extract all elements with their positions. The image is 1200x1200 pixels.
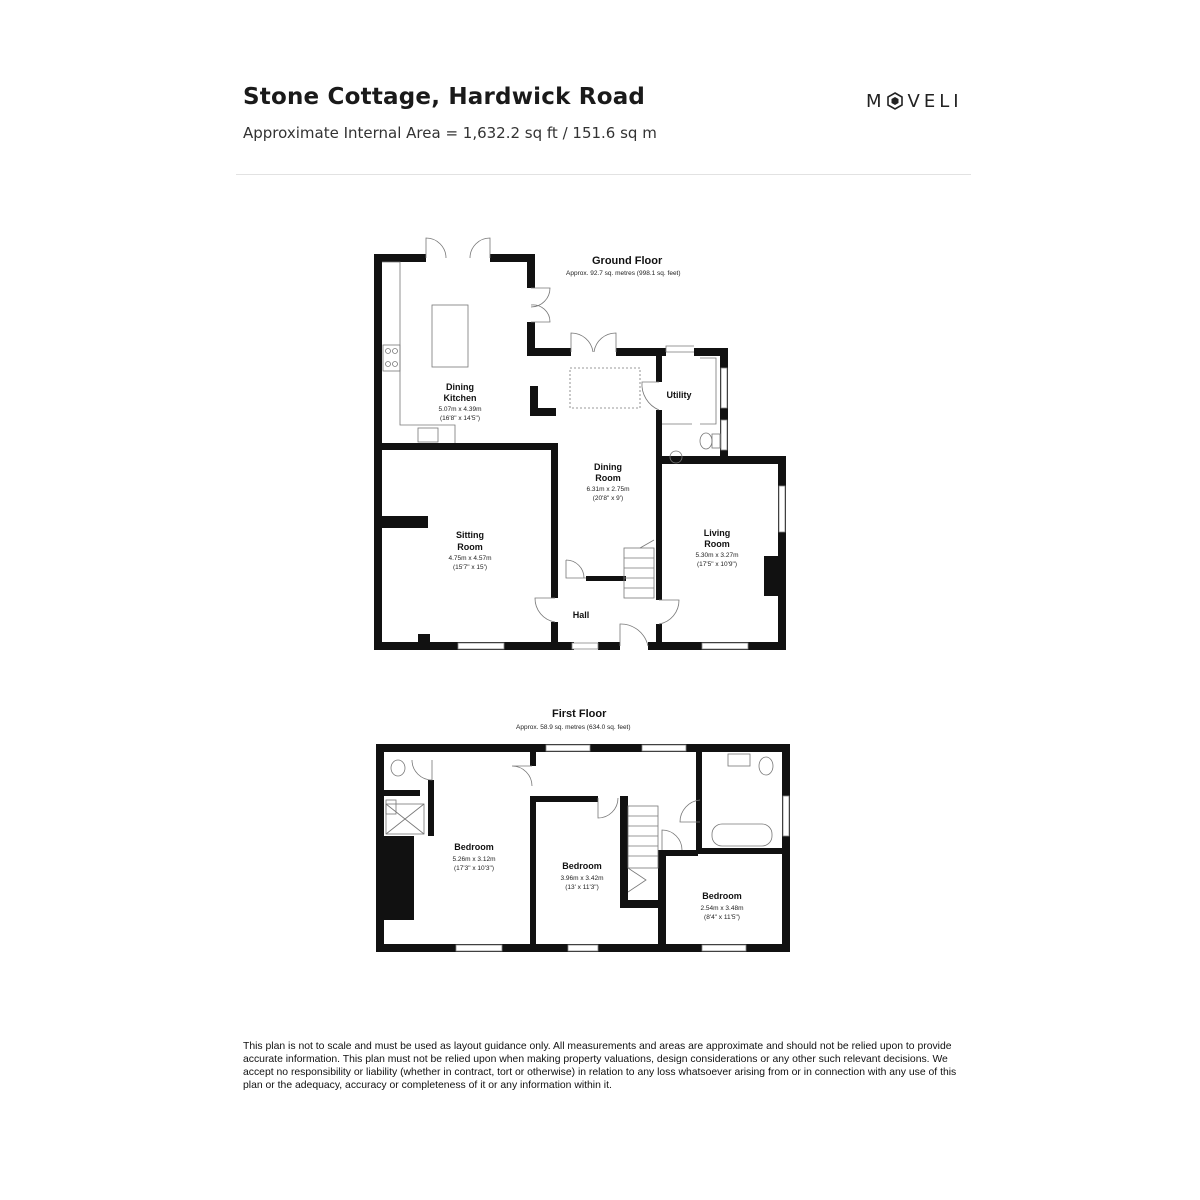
gf-door-sitting xyxy=(535,598,555,622)
first-floor-plan xyxy=(376,708,790,952)
ff-bathroom-fittings xyxy=(712,754,773,846)
svg-text:5.07m x 4.39m: 5.07m x 4.39m xyxy=(438,406,482,413)
kitchen-island xyxy=(432,305,468,367)
ff-wall-ensuite-right xyxy=(428,780,434,836)
room-label-bedroom-3 xyxy=(701,891,744,921)
gf-pillar-sitting xyxy=(418,634,430,644)
gf-wall-living-left-lower xyxy=(656,624,662,646)
ff-wall-bed3-left xyxy=(658,850,666,948)
svg-text:Bedroom: Bedroom xyxy=(702,891,742,901)
svg-text:5.30m x 3.27m: 5.30m x 3.27m xyxy=(695,552,739,559)
gf-french-door-kitchen-side xyxy=(531,288,550,322)
ff-ensuite-fittings xyxy=(386,760,424,834)
gf-door-living xyxy=(659,600,679,624)
gf-wall-dining-top-left xyxy=(527,348,571,356)
ground-floor-plan xyxy=(374,238,786,650)
ff-window-bedroom-2 xyxy=(568,945,598,951)
gf-front-door xyxy=(620,624,648,646)
ground-floor-title: Ground Floor xyxy=(592,255,663,267)
gf-kitchen-fittings xyxy=(382,262,640,443)
gf-door-understairs xyxy=(566,560,586,578)
ff-window-bedroom-1 xyxy=(456,945,502,951)
gf-fireplace-sitting xyxy=(382,516,428,528)
room-label-hall: Hall xyxy=(572,610,590,620)
gf-door-utility-back xyxy=(666,346,694,352)
gf-wall-utility-left-upper xyxy=(656,352,662,382)
bathroom-basin xyxy=(728,754,750,766)
ff-door-bedroom-3 xyxy=(662,830,682,850)
ff-wall-stair-bottom xyxy=(620,900,660,908)
gf-staircase xyxy=(624,540,654,598)
disclaimer-text: This plan is not to scale and must be used as layout guidance only. All measurements and areas are approximate and should not be relied upon to provide accurate information. This plan must not be relied upon when making property valuations, design considerations or any other such relevant decisions. We accept no responsibility or liability (whether in contract, tort or otherwise) in relation to any loss whatsoever arising from or in connection with any use of this plan or the adequacy, accuracy or completeness of it or any information within it. xyxy=(243,1041,957,1091)
internal-area-subtitle: Approximate Internal Area = 1,632.2 sq ft / 151.6 sq m xyxy=(243,124,657,142)
ff-door-ensuite xyxy=(412,760,432,780)
gf-wall-kitchen-right-upper xyxy=(527,254,535,288)
svg-text:(8'4" x 11'5"): (8'4" x 11'5") xyxy=(704,914,740,921)
gf-wall-top-right xyxy=(490,254,530,262)
svg-text:(13' x 11'3"): (13' x 11'3") xyxy=(565,884,599,891)
first-floor-title: First Floor xyxy=(552,708,607,720)
ff-window-bedroom-3 xyxy=(702,945,746,951)
ff-wall-bathroom-left-lower xyxy=(696,822,702,852)
first-floor-area: Approx. 58.9 sq. metres (634.0 sq. feet) xyxy=(516,724,631,731)
svg-text:Bedroom: Bedroom xyxy=(454,842,494,852)
room-label-living-room xyxy=(696,528,739,568)
svg-text:(17'3" x 10'3"): (17'3" x 10'3") xyxy=(454,865,494,872)
gf-wall-living-left xyxy=(656,410,662,600)
room-label-dining-kitchen xyxy=(439,382,482,422)
svg-text:5.26m x 3.12m: 5.26m x 3.12m xyxy=(452,856,496,863)
gf-window-living xyxy=(702,643,748,649)
svg-text:Living: Living xyxy=(703,528,731,538)
ground-floor-area: Approx. 92.7 sq. metres (998.1 sq. feet) xyxy=(566,270,681,277)
gf-wall-sitting-right xyxy=(551,443,558,598)
ff-wardrobe-block xyxy=(384,836,414,920)
ff-wall-bathroom-left xyxy=(696,752,702,822)
gf-utility-fittings xyxy=(662,358,720,463)
gf-wall-stair-top xyxy=(586,576,626,581)
gf-window-hall xyxy=(572,643,598,649)
svg-text:Kitchen: Kitchen xyxy=(443,393,477,403)
ff-wall-bed1-right-top xyxy=(530,752,536,766)
bathroom-wc xyxy=(759,757,773,775)
gf-wall-sitting-right-lower xyxy=(551,622,558,644)
gf-wall-left xyxy=(374,254,382,650)
ff-wall-bed2-top xyxy=(530,796,598,802)
room-label-bedroom-2 xyxy=(561,861,604,891)
ff-wall-bathroom-bottom xyxy=(696,848,790,854)
svg-text:2.54m x 3.48m: 2.54m x 3.48m xyxy=(700,905,744,912)
rooflight-outline xyxy=(570,368,640,408)
room-label-bedroom-1 xyxy=(453,842,496,872)
gf-window-utility xyxy=(721,368,727,408)
gf-chimney-block-base xyxy=(530,408,556,416)
ff-wall-bed2-right xyxy=(620,796,628,906)
svg-text:Dining: Dining xyxy=(594,462,622,472)
ff-wall-bed3-top xyxy=(658,850,698,856)
gf-wall-bottom-hall xyxy=(598,642,620,650)
logo-wordmark: M VELI xyxy=(866,90,963,112)
gf-french-door-dining xyxy=(571,333,616,352)
ff-window-bathroom xyxy=(783,796,789,836)
svg-text:Room: Room xyxy=(457,542,483,552)
gf-fireplace-living xyxy=(764,556,778,596)
gf-wall-sitting-top xyxy=(382,443,557,450)
ensuite-wc xyxy=(391,760,405,776)
ff-wall-ensuite-top xyxy=(384,790,420,796)
ff-door-bedroom-1 xyxy=(512,766,532,786)
gf-wall-top-left xyxy=(374,254,426,262)
room-label-utility: Utility xyxy=(666,390,692,400)
svg-text:(20'8" x 9'): (20'8" x 9') xyxy=(592,495,624,502)
ensuite-basin xyxy=(386,800,396,814)
svg-text:(17'5" x 10'9"): (17'5" x 10'9") xyxy=(697,561,737,568)
ff-wall-left xyxy=(376,744,384,952)
svg-text:3.96m x 3.42m: 3.96m x 3.42m xyxy=(560,875,604,882)
gf-door-utility xyxy=(642,382,659,410)
svg-text:(16'8" x 14'5"): (16'8" x 14'5") xyxy=(440,415,480,422)
ff-staircase xyxy=(628,806,658,892)
svg-text:Room: Room xyxy=(704,539,730,549)
svg-text:Dining: Dining xyxy=(446,382,474,392)
ff-wall-bed1-right xyxy=(530,796,536,948)
svg-text:Sitting: Sitting xyxy=(456,530,484,540)
svg-text:6.31m x 2.75m: 6.31m x 2.75m xyxy=(586,486,630,493)
ff-door-bedroom-2 xyxy=(598,798,618,818)
svg-text:Room: Room xyxy=(595,473,621,483)
svg-text:Bedroom: Bedroom xyxy=(562,861,602,871)
ff-window-top-2 xyxy=(642,745,686,751)
ff-window-top-1 xyxy=(546,745,590,751)
property-title: Stone Cottage, Hardwick Road xyxy=(243,84,646,110)
gf-wall-living-right xyxy=(778,456,786,650)
bathroom-bath xyxy=(712,824,772,846)
gf-window-utility-lower xyxy=(721,420,727,450)
svg-text:4.75m x 4.57m: 4.75m x 4.57m xyxy=(448,555,492,562)
room-label-sitting-room xyxy=(449,530,492,571)
gf-window-sitting xyxy=(458,643,504,649)
gf-window-living-side xyxy=(779,486,785,532)
utility-wc xyxy=(700,433,712,449)
svg-text:(15'7" x 15'): (15'7" x 15') xyxy=(452,564,488,571)
gf-french-door-kitchen xyxy=(426,238,490,258)
room-label-dining-room xyxy=(587,462,630,502)
kitchen-sink xyxy=(418,428,438,442)
kitchen-hob xyxy=(383,345,400,371)
